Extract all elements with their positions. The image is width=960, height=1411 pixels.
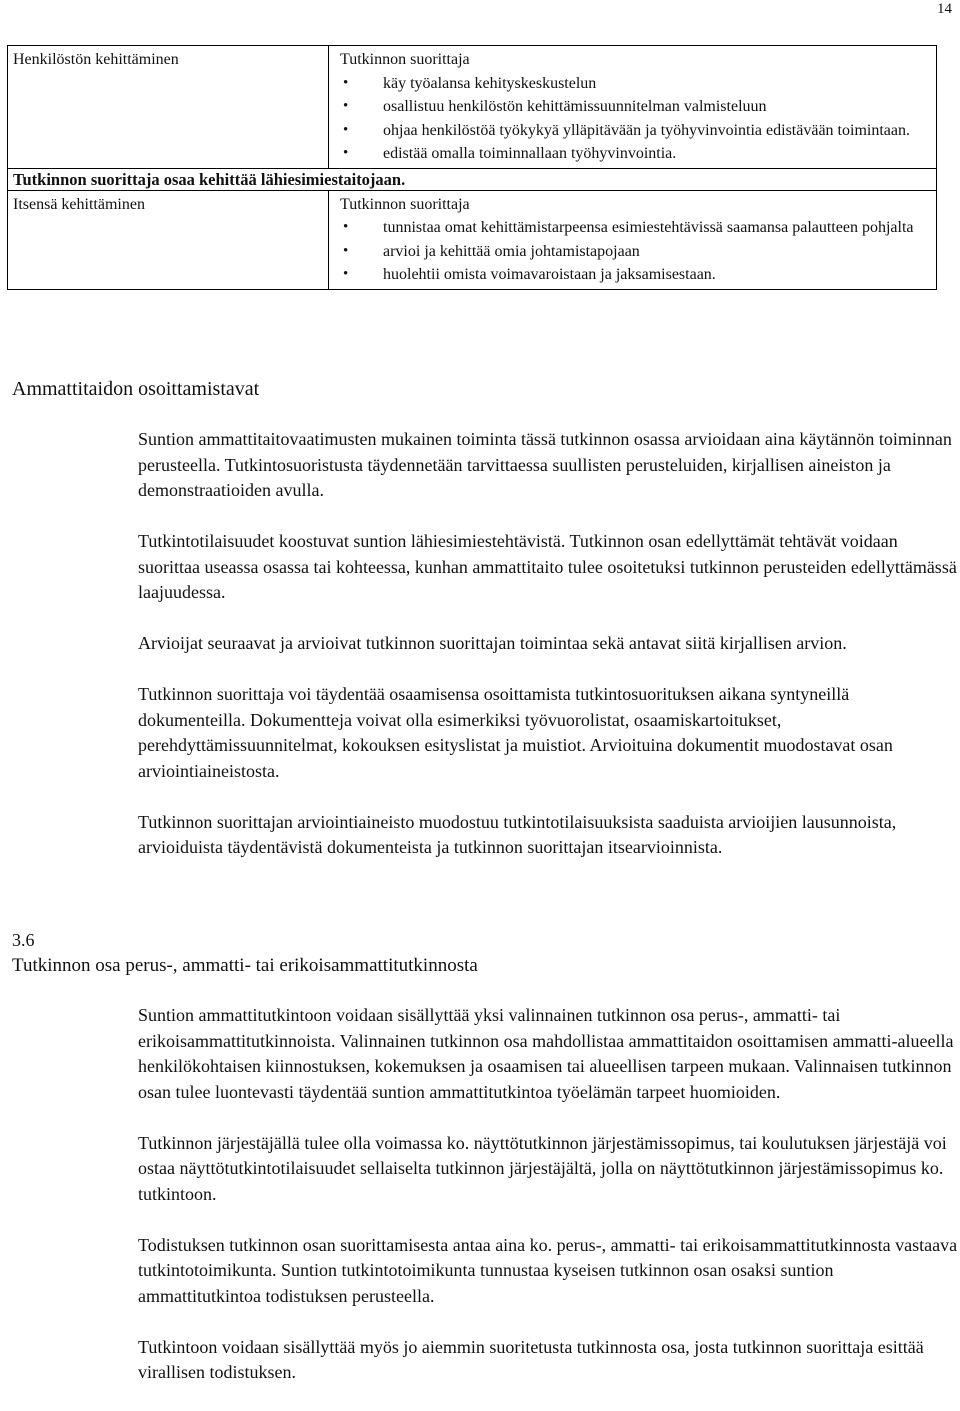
- row-lead: Tutkinnon suorittaja: [340, 51, 470, 68]
- list-item: • käy työalansa kehityskeskustelun: [340, 72, 936, 96]
- list-item: • huolehtii omista voimavaroistaan ja jaksamisestaan.: [340, 263, 936, 287]
- list-item: • tunnistaa omat kehittämistarpeensa esimiestehtävissä saamansa palautteen pohjalta: [340, 216, 936, 240]
- table-row: [8, 168, 937, 190]
- row-lead: Tutkinnon suorittaja: [340, 195, 470, 213]
- table-row: [8, 46, 937, 169]
- paragraph: Tutkintoon voidaan sisällyttää myös jo aiemmin suoritetusta tutkinnosta osa, josta tutkinnon suorittaja esittää virallisen todistuksen.: [138, 1336, 924, 1382]
- paragraph: Tutkintotilaisuudet koostuvat suntion lähiesimiestehtävistä. Tutkinnon osan edellyttämät tehtävät voidaan suorittaa useassa osassa tai kohteessa, kunhan ammattitaito tulee osoitetuksi tutkinnon perusteiden edellyttämässä laajuudessa.: [138, 531, 957, 602]
- paragraph: Tutkinnon suorittajan arviointiaineisto muodostuu tutkintotilaisuuksista saaduista arvioijien lausunnoista, arvioiduista täydentävistä dokumenteista ja tutkinnon suorittajan itsearvioinnista.: [138, 811, 897, 857]
- list-item: • arvioi ja kehittää omia johtamistapojaan: [340, 240, 936, 264]
- row-content: [329, 46, 937, 169]
- competence-table: [7, 45, 937, 290]
- list-item: • osallistuu henkilöstön kehittämissuunnitelman valmisteluun: [340, 95, 936, 119]
- paragraph: Arvioijat seuraavat ja arvioivat tutkinnon suorittajan toimintaa sekä antavat siitä kirjallisen arvion.: [138, 633, 847, 653]
- paragraph: Todistuksen tutkinnon osan suorittamisesta antaa aina ko. perus-, ammatti- tai erikoisammattitutkinnosta vastaava tutkintotoimikunta. Suntion tutkintotoimikunta tunnustaa kyseisen tutkinnon osan osaksi suntion ammattitutkintoa todistuksen perusteella.: [138, 1234, 958, 1306]
- row-label: Henkilöstön kehittäminen: [8, 46, 329, 169]
- section-heading-ammattitaito: Ammattitaidon osoittamistavat: [12, 378, 260, 400]
- section-heading-3-6: Tutkinnon osa perus-, ammatti- tai erikoisammattitutkinnosta: [12, 955, 478, 976]
- page-number: 14: [937, 1, 952, 17]
- list-item: • edistää omalla toiminnallaan työhyvinvointia.: [340, 142, 936, 166]
- paragraph: Suntion ammattitutkintoon voidaan sisällyttää yksi valinnainen tutkinnon osa perus-, ammatti- tai erikoisammattitutkinnoista. Valinnainen tutkinnon osa mahdollistaa ammattitaidon osoittamisen ammatti-alueella henkilökohtaisen kiinnostuksen, kokemuksen ja osaamisen tai alueellisen tarpeen mukaan. Valinnaisen tutkinnon osan tulee luontevasti täydentää suntion ammattitutkintoa työelämän tarpeet huomioiden.: [138, 1005, 954, 1102]
- paragraph: Tutkinnon suorittaja voi täydentää osaamisensa osoittamista tutkintosuorituksen aikana syntyneillä dokumenteilla. Dokumentteja voivat olla esimerkiksi työvuorolistat, osaamiskartoitukset, perehdyttämissuunnitelmat, kokouksen esityslistat ja muistiot. Arvioituina dokumentit muodostavat osan arviointiaineistosta.: [138, 684, 893, 781]
- table-row: [8, 190, 937, 289]
- bullet-list: [340, 216, 936, 289]
- paragraph: Suntion ammattitaitovaatimusten mukainen toiminta tässä tutkinnon osassa arvioidaan aina käytännön toiminnan perusteella. Tutkintosuoristusta täydennetään tarvittaessa suullisten perusteluiden, kirjallisen aineiston ja demonstraatioiden avulla.: [138, 429, 952, 500]
- bullet-list: [340, 72, 936, 168]
- table-subheading: Tutkinnon suorittaja osaa kehittää lähiesimiestaitojaan.: [8, 168, 937, 190]
- paragraph: Tutkinnon järjestäjällä tulee olla voimassa ko. näyttötutkinnon järjestämissopimus, tai koulutuksen järjestäjä voi ostaa näyttötutkintotilaisuudet sellaiselta tutkinnon järjestäjältä, jolla on näyttötutkinnon järjestämissopimus ko. tutkintoon.: [138, 1132, 947, 1204]
- ammattitaito-body: [138, 427, 958, 886]
- row-label: Itsensä kehittäminen: [8, 190, 329, 289]
- section-number: 3.6: [12, 930, 35, 950]
- row-content: [329, 190, 937, 289]
- section-3-6-body: [138, 1003, 958, 1411]
- list-item: • ohjaa henkilöstöä työkykyä ylläpitävään ja työhyvinvointia edistävään toimintaan.: [340, 119, 936, 143]
